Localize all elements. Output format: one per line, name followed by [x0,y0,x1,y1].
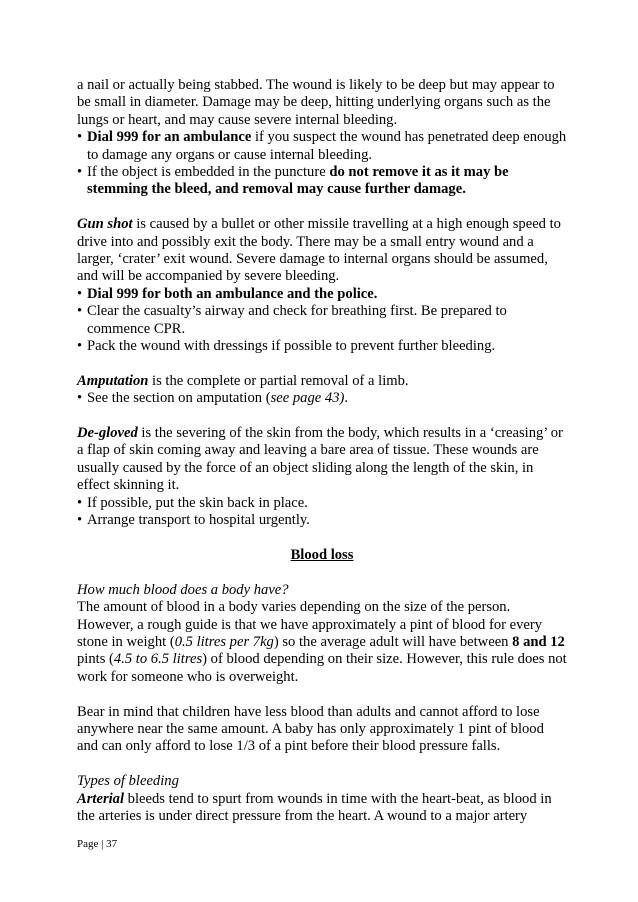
amputation-term: Amputation [77,372,149,389]
bullet-text: Clear the casualty’s airway and check for breathing first. Be prepared to commence CPR. [87,303,507,337]
bullet-icon: • [77,338,83,355]
bullet-text: If the object is embedded in the puncture [87,164,330,181]
types-heading: Types of bleeding [77,773,179,790]
amputation-paragraph [77,373,567,390]
bullet-transport [77,512,567,529]
arterial-text: bleeds tend to spurt from wounds in time with the heart-beat, as blood in the arteries is under direct pressure from the heart. A wound to a major artery [77,790,552,824]
bullet-text: if you suspect the wound has penetrated deep enough to damage any organs or cause internal bleeding. [87,129,567,163]
bullet-see-section: • See the section on amputation (see page 43). [77,390,349,407]
bullet-text: Arrange transport to hospital urgently. [87,512,310,529]
bullet-dial-ambulance [77,129,567,164]
bullet-bold-text: do not remove it as it may be stemming the bleed, and removal may cause further damage. [87,164,509,198]
degloved-paragraph [77,425,567,495]
degloved-text: is the severing of the skin from the body, which results in a ‘creasing’ or a flap of skin coming away and leaving a bare area of tissue. These wounds are usually caused by the force of an object sliding along the length of the skin, in effect skinning it. [77,425,563,494]
bullet-icon: • [77,303,83,320]
puncture-paragraph: a nail or actually being stabbed. The wound is likely to be deep but may appear to be small in diameter. Damage may be deep, hitting underlying organs such as the lungs or heart, and may cause severe internal bleeding. [77,77,555,128]
bullet-icon: • [77,129,83,146]
bullet-bold-text: Dial 999 for an ambulance [87,129,252,146]
bullet-skin-back [77,495,567,512]
bullet-icon: • [77,164,83,181]
question-heading: How much blood does a body have? [77,581,289,598]
gunshot-term: Gun shot [77,216,133,233]
bullet-embedded-object [77,164,567,199]
arterial-term: Arterial [77,790,125,807]
page-reference-link[interactable]: see page 43) [270,390,345,407]
document-body [77,77,567,825]
degloved-term: De-gloved [77,425,138,442]
bullet-icon: • [77,390,83,407]
amputation-text: is the complete or partial removal of a limb. [148,372,409,389]
bullet-icon: • [77,512,83,529]
bullet-text: If possible, put the skin back in place. [87,494,308,511]
bullet-dial-police [77,286,567,303]
bullet-airway [77,303,567,338]
blood-amount-paragraph: The amount of blood in a body varies depending on the size of the person. However, a rough guide is that we have approximately a pint of blood for every stone in weight (0.5 litres per 7kg) so the average adult will have between 8 and 12 pints (4.5 to 6.5 litres) of blood depending on their size. However, this rule does not work for someone who is overweight. [77,599,567,685]
section-heading: Blood loss [290,546,354,563]
bullet-icon: • [77,494,83,511]
gunshot-text: is caused by a bullet or other missile travelling at a high enough speed to drive into and possibly exit the body. There may be a small entry wound and a larger, ‘crater’ exit wound. Severe damage to internal organs should be assumed, and will be accompanied by severe bleeding. [77,216,561,285]
bullet-icon: • [77,285,83,302]
bullet-pack-wound [77,338,567,355]
bullet-bold-text: Dial 999 for both an ambulance and the police. [87,285,378,302]
page-footer: Page | 37 [77,838,118,850]
children-paragraph: Bear in mind that children have less blood than adults and cannot afford to lose anywhere near the same amount. A baby has only approximately 1 pint of blood and can only afford to lose 1/3 of a pint before their blood pressure falls. [77,703,544,755]
bullet-text: Pack the wound with dressings if possible to prevent further bleeding. [87,338,496,355]
gunshot-paragraph [77,216,567,286]
arterial-paragraph [77,791,567,826]
